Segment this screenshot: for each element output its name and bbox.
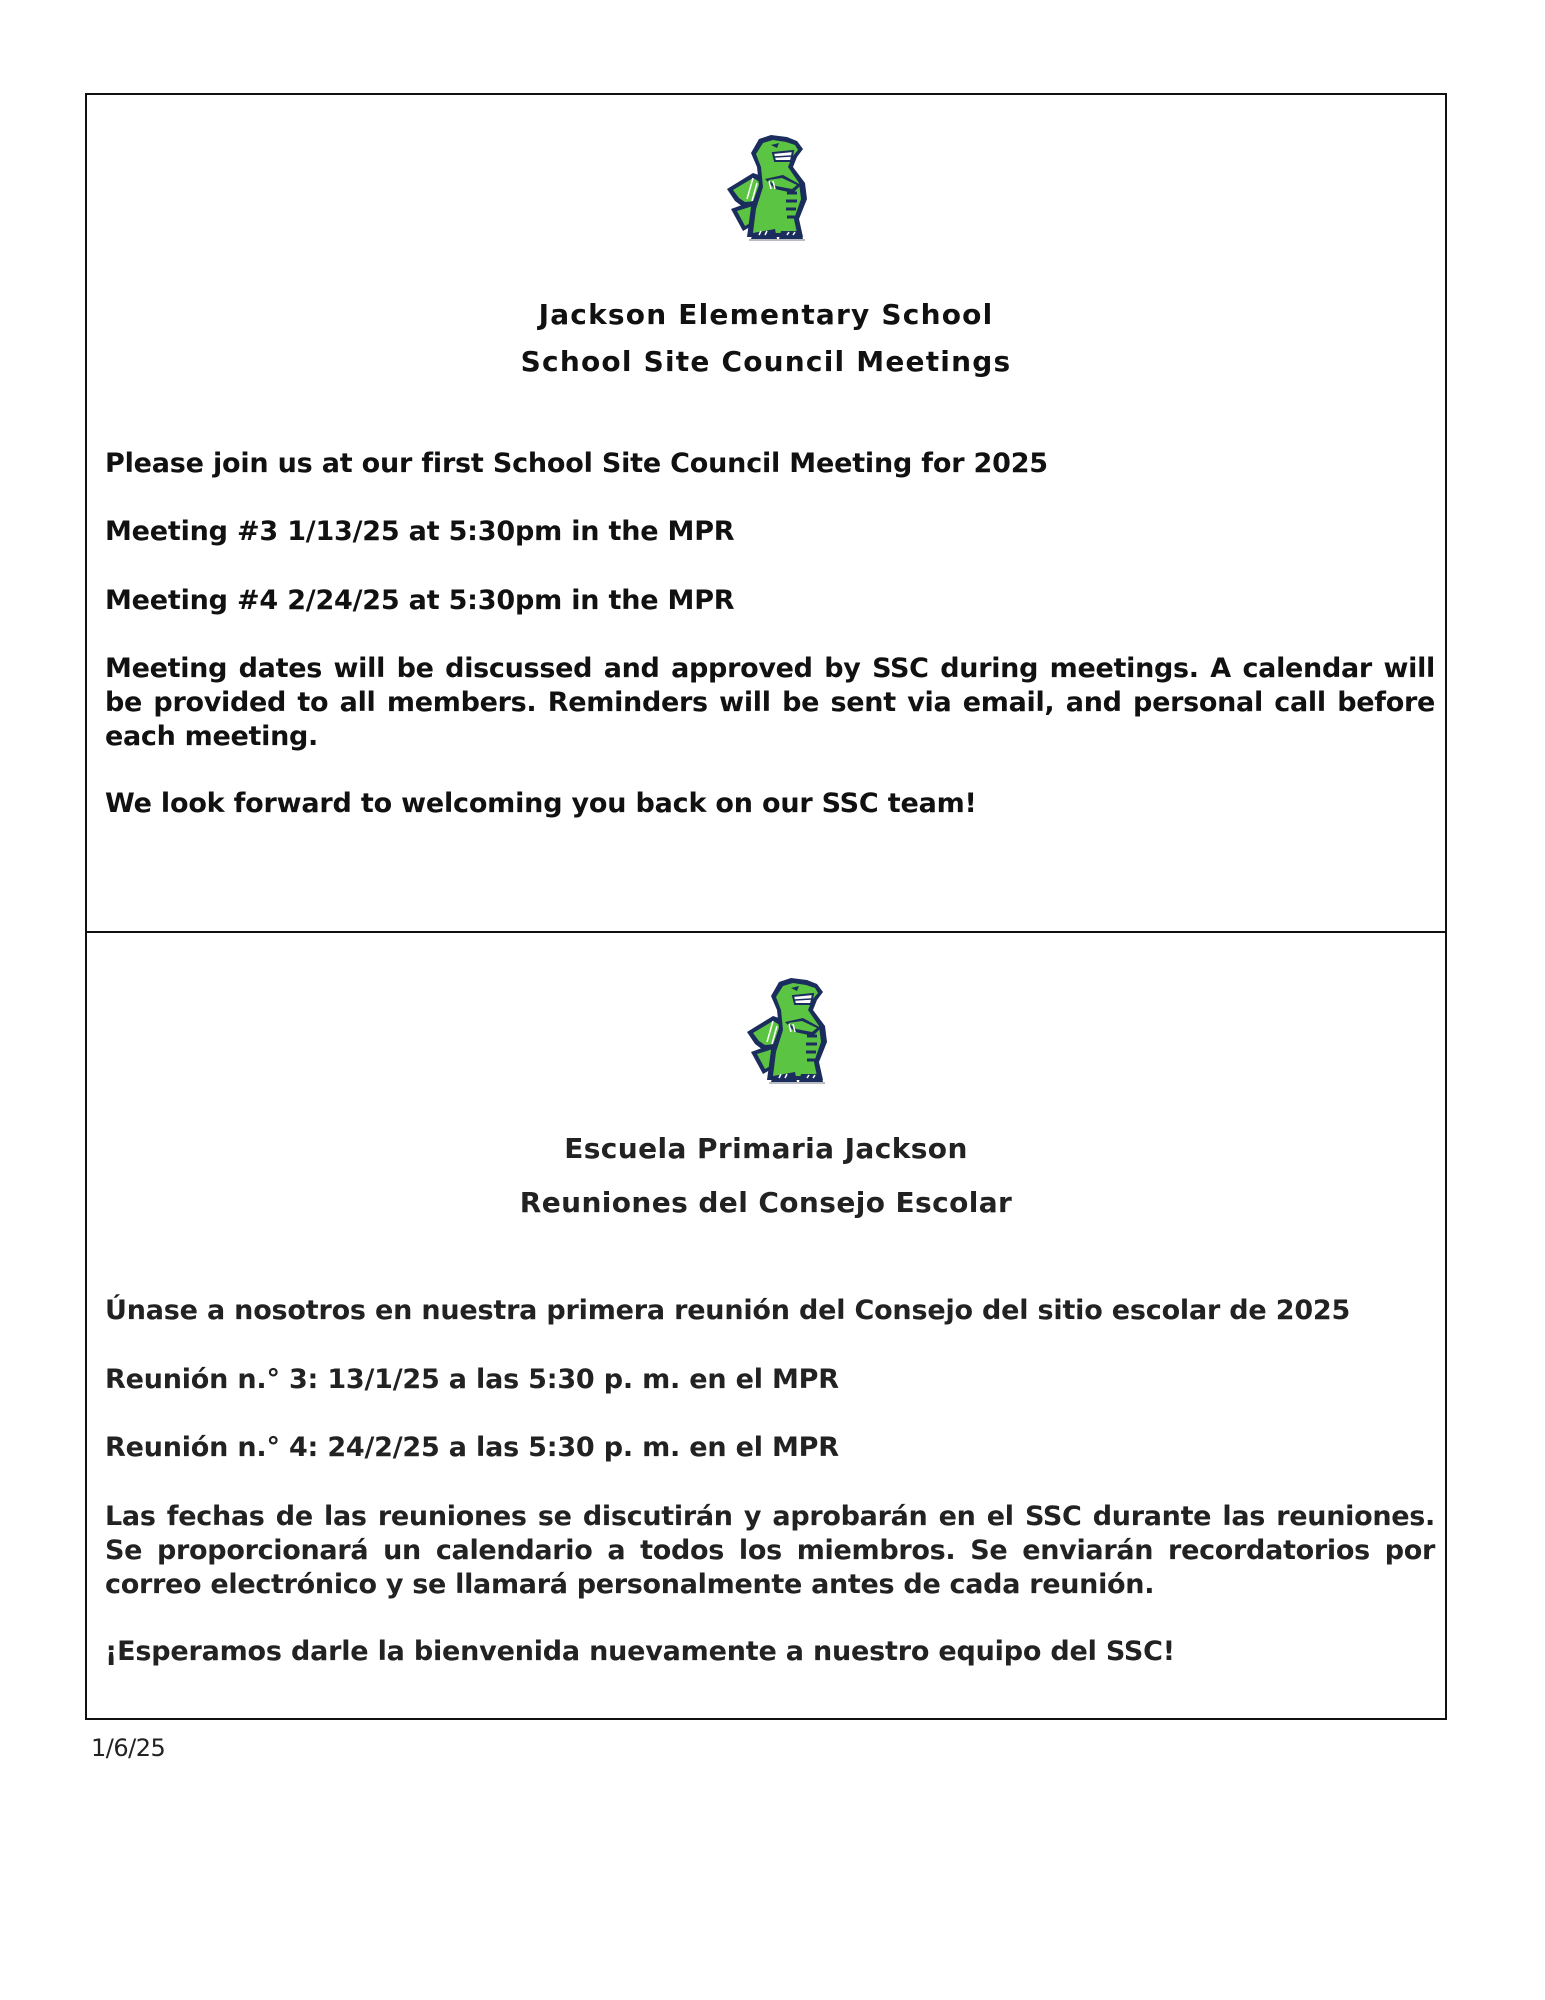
meeting-4-text: Meeting #4 2/24/25 at 5:30pm in the MPR [105,585,735,616]
dragon-mascot-logo-icon [733,970,845,1088]
invitation-text: Please join us at our first School Site Council Meeting for 2025 [105,448,1048,479]
invitation-text: Únase a nosotros en nuestra primera reunión del Consejo del sitio escolar de 2025 [105,1295,1351,1326]
closing-text: ¡Esperamos darle la bienvenida nuevamente a nuestro equipo del SSC! [105,1636,1175,1667]
meeting-4-text: Reunión n.° 4: 24/2/25 a las 5:30 p. m. en el MPR [105,1432,839,1463]
meeting-title-heading: Reuniones del Consejo Escolar [519,1186,1013,1219]
footer-date: 1/6/25 [91,1734,166,1762]
dragon-mascot-logo-icon [713,127,825,245]
flyer-frame [85,93,1447,1720]
meeting-3-text: Meeting #3 1/13/25 at 5:30pm in the MPR [105,516,735,547]
school-name-heading: Escuela Primaria Jackson [564,1132,968,1165]
details-paragraph: Meeting dates will be discussed and approved by SSC during meetings. A calendar will be provided to all members. Reminders will be sent via email, and personal call before each meeting. [105,653,1435,752]
meeting-3-text: Reunión n.° 3: 13/1/25 a las 5:30 p. m. en el MPR [105,1364,839,1395]
school-name-heading: Jackson Elementary School [538,298,994,331]
details-paragraph: Las fechas de las reuniones se discutirán y aprobarán en el SSC durante las reuniones. Se proporcionará un calendario a todos los miembros. Se enviarán recordatorios por correo electrónico y se llamará personalmente antes de cada reunión. [105,1501,1435,1600]
closing-text: We look forward to welcoming you back on our SSC team! [105,788,977,819]
meeting-title-heading: School Site Council Meetings [520,345,1012,378]
section-divider [85,931,1447,933]
